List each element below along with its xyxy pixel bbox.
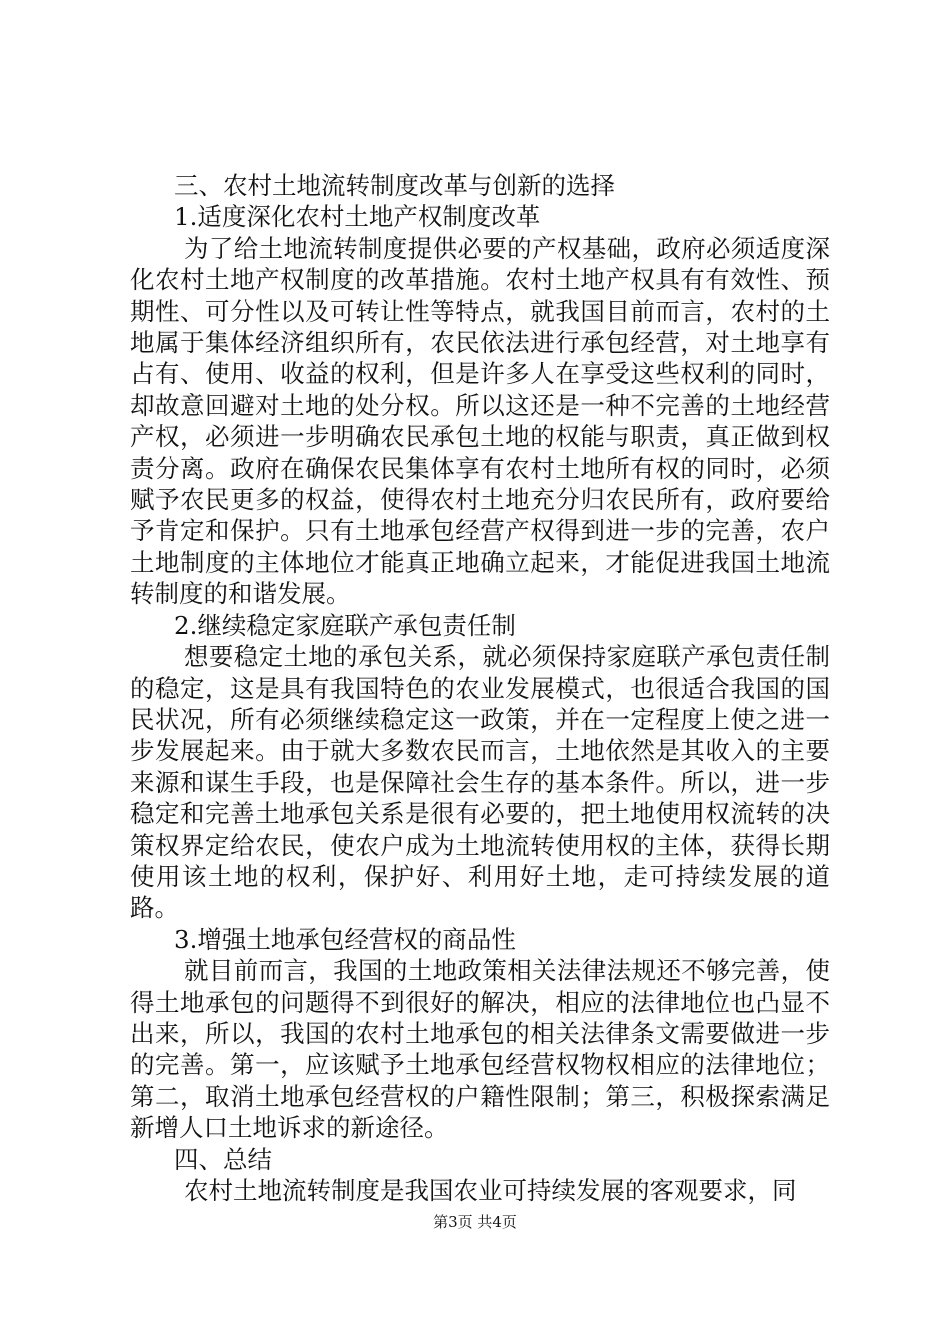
subheading-2: 2.继续稳定家庭联产承包责任制 (174, 610, 516, 640)
page-footer: 第3页 共4页 (433, 1213, 517, 1231)
paragraph-1: 为了给土地流转制度提供必要的产权基础，政府必须适度深化农村土地产权制度的改革措施。农村土地产权具有有效性、预期性、可分性以及可转让性等特点，就我国目前而言，农村的土地属于集体经济组织所有，农民依法进行承包经营，对土地享有占有、使用、收益的权利，但是许多人在享受这些权利的同时，却故意回避对土地的处分权。所以这还是一种不完善的土地经营产权，必须进一步明确农民承包土地的权能与职责，真正做到权责分离。政府在确保农民集体享有农村土地所有权的同时，必须赋予农民更多的权益，使得农村土地充分归农民所有，政府要给予肯定和保护。只有土地承包经营产权得到进一步的完善，农户土地制度的主体地位才能真正地确立起来，才能促进我国土地流转制度的和谐发展。 (130, 233, 830, 609)
section-heading-4: 四、总结 (174, 1144, 272, 1174)
paragraph-4: 农村土地流转制度是我国农业可持续发展的客观要求，同 (184, 1176, 797, 1205)
subheading-1: 1.适度深化农村土地产权制度改革 (174, 202, 541, 232)
document-body (130, 170, 830, 1206)
section-heading-3: 三、农村土地流转制度改革与创新的选择 (174, 171, 615, 200)
subheading-3: 3.增强土地承包经营权的商品性 (174, 924, 516, 954)
paragraph-3: 就目前而言，我国的土地政策相关法律法规还不够完善，使得土地承包的问题得不到很好的解决，相应的法律地位也凸显不出来，所以，我国的农村土地承包的相关法律条文需要做进一步的完善。第一，应该赋予土地承包经营权物权相应的法律地位；第二，取消土地承包经营权的户籍性限制；第三，积极探索满足新增人口土地诉求的新途径。 (130, 956, 830, 1143)
paragraph-2: 想要稳定土地的承包关系，就必须保持家庭联产承包责任制的稳定，这是具有我国特色的农业发展模式，也很适合我国的国民状况，所有必须继续稳定这一政策，并在一定程度上使之进一步发展起来。由于就大多数农民而言，土地依然是其收入的主要来源和谋生手段，也是保障社会生存的基本条件。所以，进一步稳定和完善土地承包关系是很有必要的，把土地使用权流转的决策权界定给农民，使农户成为土地流转使用权的主体，获得长期使用该土地的权利，保护好、利用好土地，走可持续发展的道路。 (130, 642, 830, 923)
